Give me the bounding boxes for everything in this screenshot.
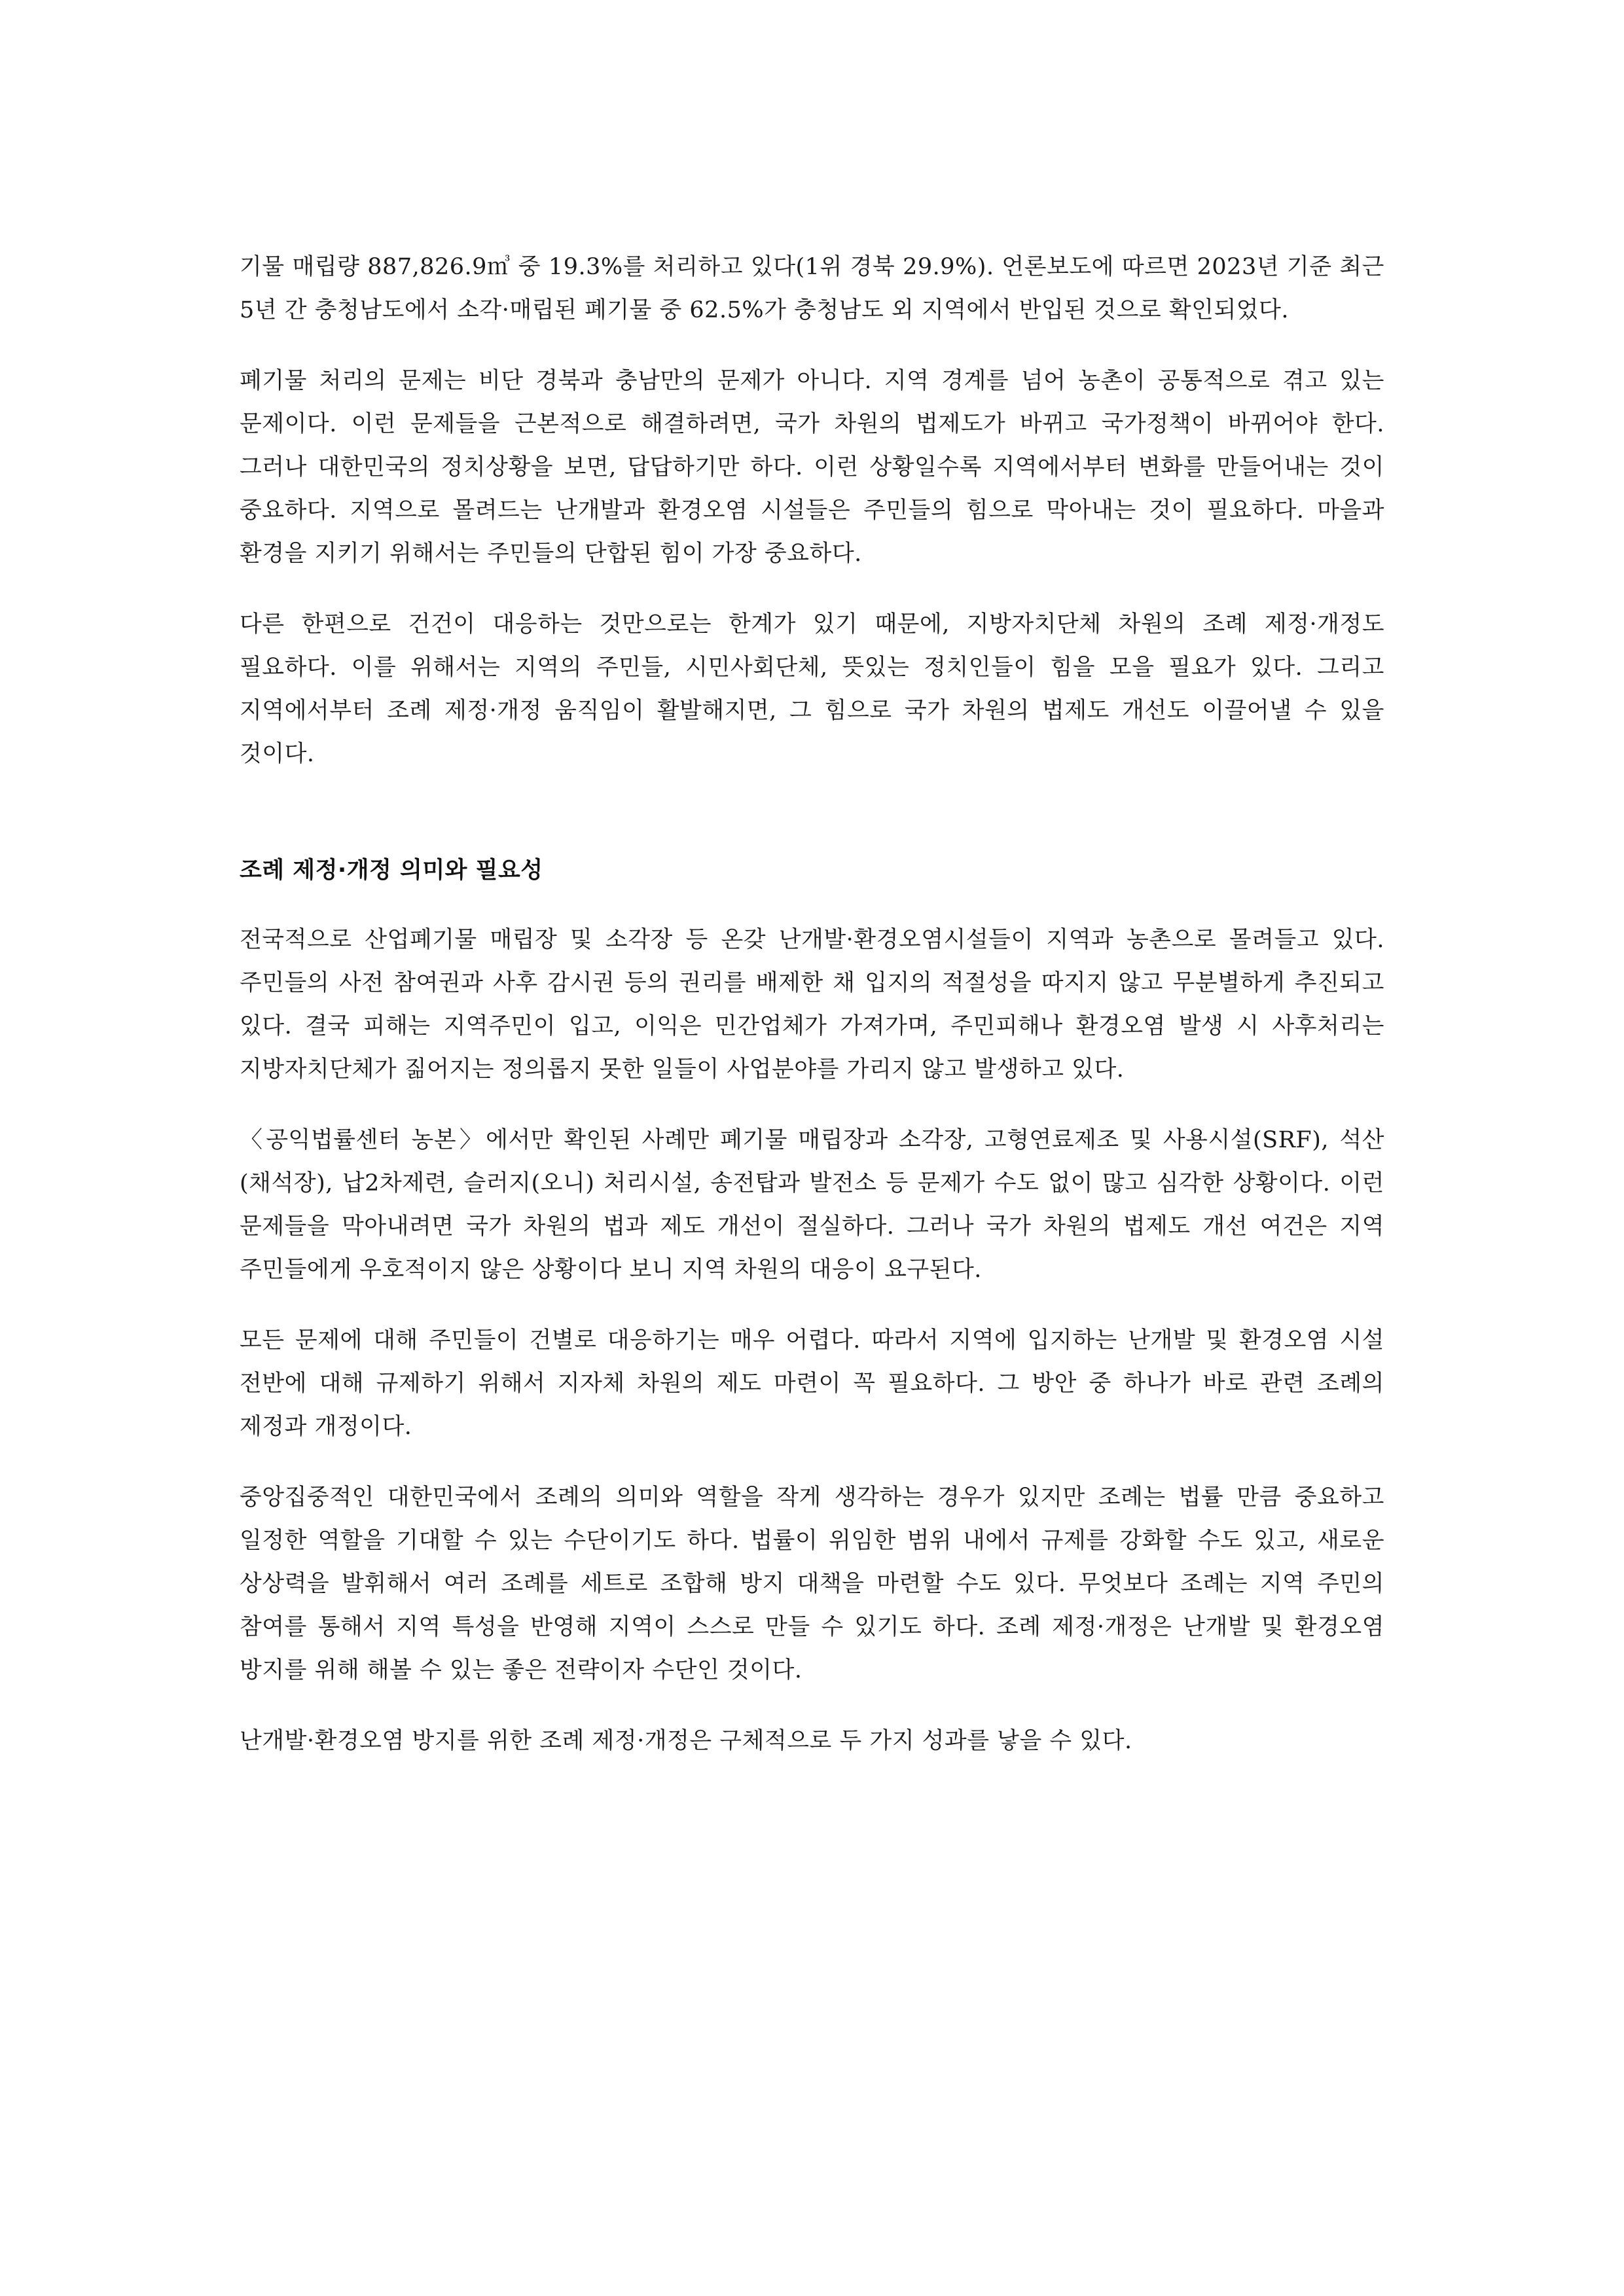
paragraph-ordinance-need: 다른 한편으로 건건이 대응하는 것만으로는 한계가 있기 때문에, 지방자치단체 차원의 조례 제정·개정도 필요하다. 이를 위해서는 지역의 주민들, 시민사회단체, 뜻있는 정치인들이 힘을 모을 필요가 있다. 그리고 지역에서부터 조례 제정·개정 움직임이 활발해지면, 그 힘으로 국가 차원의 법제도 개선도 이끌어낼 수 있을 것이다. [240, 611, 1384, 767]
paragraph-national-overview: 전국적으로 산업폐기물 매립장 및 소각장 등 온갖 난개발·환경오염시설들이 지역과 농촌으로 몰려들고 있다. 주민들의 사전 참여권과 사후 감시권 등의 권리를 배제한 채 입지의 적절성을 따지지 않고 무분별하게 추진되고 있다. 결국 피해는 지역주민이 입고, 이익은 민간업체가 가져가며, 주민피해나 환경오염 발생 시 사후처리는 지방자치단체가 짊어지는 정의롭지 못한 일들이 사업분야를 가리지 않고 발생하고 있다. [240, 927, 1384, 1083]
paragraph-waste-problem: 폐기물 처리의 문제는 비단 경북과 충남만의 문제가 아니다. 지역 경계를 넘어 농촌이 공통적으로 겪고 있는 문제이다. 이런 문제들을 근본적으로 해결하려면, 국가 차원의 법제도가 바뀌고 국가정책이 바뀌어야 한다. 그러나 대한민국의 정치상황을 보면, 답답하기만 하다. 이런 상황일수록 지역에서부터 변화를 만들어내는 것이 중요하다. 지역으로 몰려드는 난개발과 환경오염 시설들은 주민들의 힘으로 막아내는 것이 필요하다. 마을과 환경을 지키기 위해서는 주민들의 단합된 힘이 가장 중요하다. [240, 368, 1384, 567]
paragraph-landfill-statistics: 기물 매립량 887,826.9㎥ 중 19.3%를 처리하고 있다(1위 경북 29.9%). 언론보도에 따르면 2023년 기준 최근 5년 간 충청남도에서 소각·매립된 폐기물 중 62.5%가 충청남도 외 지역에서 반입된 것으로 확인되었다. [240, 254, 1384, 323]
paragraph-ordinance-role: 중앙집중적인 대한민국에서 조례의 의미와 역할을 작게 생각하는 경우가 있지만 조례는 법률 만큼 중요하고 일정한 역할을 기대할 수 있는 수단이기도 하다. 법률이 위임한 범위 내에서 규제를 강화할 수도 있고, 새로운 상상력을 발휘해서 여러 조례를 세트로 조합해 방지 대책을 마련할 수도 있다. 무엇보다 조례는 지역 주민의 참여를 통해서 지역 특성을 반영해 지역이 스스로 만들 수 있기도 하다. 조례 제정·개정은 난개발 및 환경오염 방지를 위해 해볼 수 있는 좋은 전략이자 수단인 것이다. [240, 1484, 1384, 1683]
paragraph-two-outcomes: 난개발·환경오염 방지를 위한 조례 제정·개정은 구체적으로 두 가지 성과를 낳을 수 있다. [240, 1728, 1132, 1754]
section-heading: 조례 제정·개정 의미와 필요성 [240, 857, 543, 884]
paragraph-nongbon-cases: 〈공익법률센터 농본〉에서만 확인된 사례만 폐기물 매립장과 소각장, 고형연료제조 및 사용시설(SRF), 석산(채석장), 납2차제련, 슬러지(오니) 처리시설, 송전탑과 발전소 등 문제가 수도 없이 많고 심각한 상황이다. 이런 문제들을 막아내려면 국가 차원의 법과 제도 개선이 절실하다. 그러나 국가 차원의 법제도 개선 여건은 지역 주민들에게 우호적이지 않은 상황이다 보니 지역 차원의 대응이 요구된다. [240, 1127, 1384, 1283]
paragraph-local-response: 모든 문제에 대해 주민들이 건별로 대응하기는 매우 어렵다. 따라서 지역에 입지하는 난개발 및 환경오염 시설 전반에 대해 규제하기 위해서 지자체 차원의 제도 마련이 꼭 필요하다. 그 방안 중 하나가 바로 관련 조례의 제정과 개정이다. [240, 1327, 1384, 1440]
